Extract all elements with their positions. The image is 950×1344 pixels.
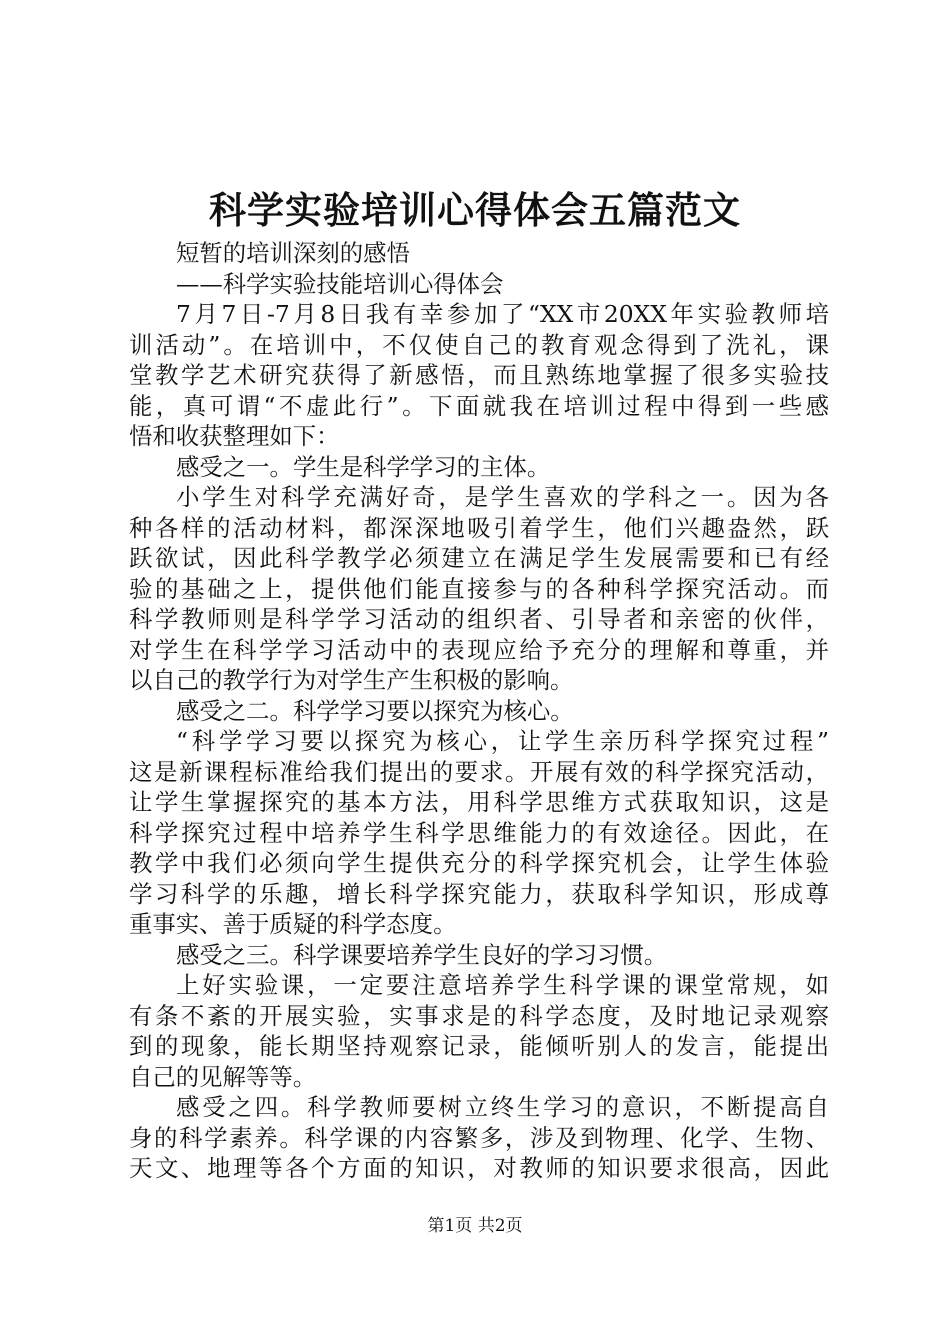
body-line: 身的科学素养。科学课的内容繁多，涉及到物理、化学、生物、 xyxy=(129,1123,829,1152)
body-line: 天文、地理等各个方面的知识，对教师的知识要求很高，因此 xyxy=(129,1154,829,1182)
body-line: 悟和收获整理如下： xyxy=(129,422,340,450)
body-line: 跃欲试，因此科学教学必须建立在满足学生发展需要和已有经 xyxy=(129,544,829,572)
body-line: 科学教师则是科学学习活动的组织者、引导者和亲密的伙伴， xyxy=(129,605,829,633)
document-body xyxy=(129,238,829,1184)
body-line: 这是新课程标准给我们提出的要求。开展有效的科学探究活动， xyxy=(129,757,829,786)
body-line: 种各样的活动材料，都深深地吸引着学生，他们兴趣盎然，跃 xyxy=(129,513,829,542)
body-line: 感受之三。科学课要培养学生良好的学习习惯。 xyxy=(176,940,668,969)
body-line: 自己的见解等等。 xyxy=(129,1062,317,1091)
body-line: 感受之二。科学学习要以探究为核心。 xyxy=(176,696,574,725)
body-line: 小学生对科学充满好奇，是学生喜欢的学科之一。因为各 xyxy=(176,483,829,511)
body-line: 验的基础之上，提供他们能直接参与的各种科学探究活动。而 xyxy=(129,574,829,603)
body-line: 对学生在科学学习活动中的表现应给予充分的理解和尊重，并 xyxy=(129,635,829,664)
body-line: “科学学习要以探究为核心，让学生亲历科学探究过程” xyxy=(176,727,829,755)
body-line: 重事实、善于质疑的科学态度。 xyxy=(129,910,457,938)
body-line: 让学生掌握探究的基本方法，用科学思维方式获取知识，这是 xyxy=(129,788,829,816)
body-line: 短暂的培训深刻的感悟 xyxy=(176,239,410,267)
body-line: 感受之一。学生是科学学习的主体。 xyxy=(176,452,551,481)
body-line: ——科学实验技能培训心得体会 xyxy=(176,269,504,298)
body-line: 有条不紊的开展实验，实事求是的科学态度，及时地记录观察 xyxy=(129,1001,829,1030)
body-line: 以自己的教学行为对学生产生积极的影响。 xyxy=(129,666,574,694)
document-title: 科学实验培训心得体会五篇范文 xyxy=(209,188,741,232)
page-footer: 第1页 共2页 xyxy=(427,1216,523,1236)
body-line: 教学中我们必须向学生提供充分的科学探究机会，让学生体验 xyxy=(129,849,829,877)
body-line: 感受之四。科学教师要树立终生学习的意识，不断提高自 xyxy=(176,1093,829,1121)
body-line: 上好实验课，一定要注意培养学生科学课的课堂常规，如 xyxy=(176,971,829,999)
body-line: 能，真可谓“不虚此行”。下面就我在培训过程中得到一些感 xyxy=(129,391,829,420)
body-line: 到的现象，能长期坚持观察记录，能倾听别人的发言，能提出 xyxy=(129,1032,829,1060)
body-line: 7月7日-7月8日我有幸参加了“XX市20XX年实验教师培 xyxy=(176,300,829,328)
body-line: 学习科学的乐趣，增长科学探究能力，获取科学知识，形成尊 xyxy=(129,879,829,908)
body-line: 堂教学艺术研究获得了新感悟，而且熟练地掌握了很多实验技 xyxy=(129,361,829,389)
body-line: 科学探究过程中培养学生科学思维能力的有效途径。因此，在 xyxy=(129,818,829,847)
body-line: 训活动”。在培训中，不仅使自己的教育观念得到了洗礼，课 xyxy=(129,330,829,359)
